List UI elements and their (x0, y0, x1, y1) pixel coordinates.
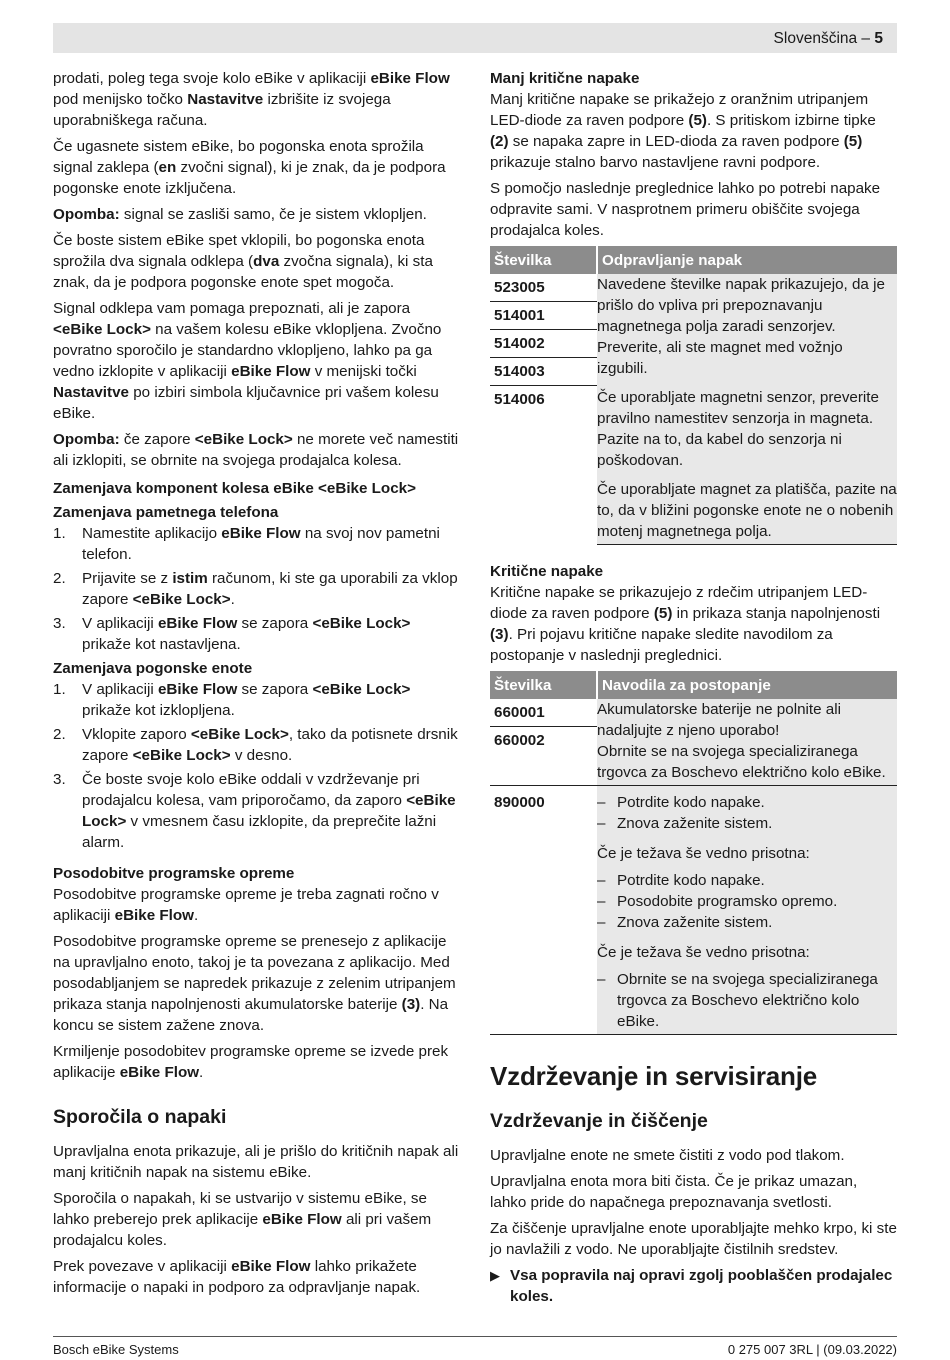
list-item: – Obrnite se na svojega specializiranega trgovca za Boschevo električno kolo eBike. (597, 971, 878, 1030)
error-code: 890000 (494, 794, 545, 811)
subheading-replace-drive: Zamenjava pogonske enote (53, 660, 253, 677)
error-code: 514003 (490, 358, 597, 386)
repair-notice (490, 1265, 897, 1307)
triangle-right-icon: ▶ (490, 1268, 500, 1283)
error-codes-cell (490, 699, 597, 786)
instructions-cell (597, 699, 897, 786)
dash-list (597, 870, 897, 933)
footer-company: Bosch eBike Systems (53, 1342, 179, 1357)
fix-text: Če uporabljate magnetni senzor, preverite pravilno namestitev senzorja in magneta. Pazite na to, da kabel do senzorja ni poškodovan. (597, 389, 879, 469)
heading-maintenance: Vzdrževanje in servisiranje (490, 1061, 817, 1091)
paragraph-update-manual: Posodobitve programske opreme je treba zagnati ročno v aplikaciji eBike Flow. (53, 886, 439, 924)
table-row (490, 274, 897, 545)
paragraph-table-intro: S pomočjo naslednje preglednice lahko po potrebi napake odpravite sami. V nasprotnem primeru obiščite svojega prodajalca koles. (490, 180, 881, 239)
paragraph-lock-signal: Če ugasnete sistem eBike, bo pogonska enota sprožila signal zaklepa (en zvočni signal), ki je znak, da je podpora pogonske enote izključena. (53, 138, 446, 197)
table-header-number: Številka (490, 246, 597, 274)
subheading-software-updates: Posodobitve programske opreme (53, 865, 295, 882)
paragraph-unlock-signal-help: Signal odklepa vam pomaga prepoznati, ali je zapora <eBike Lock> na vašem kolesu eBike vklopljena. Zvočno povratno sporočilo je standardno vklopljeno, lahko pa ga vedno izklopite v aplikaciji eBike Flow v menijski točki Nastavitve po izbiri simbola ključavnice pri vašem kolesu eBike. (53, 300, 442, 422)
paragraph-clean-cloth: Za čiščenje upravljalne enote uporabljajte mehko krpo, ki ste jo navlažili z vodo. Ne uporabljajte čistilnih sredstev. (490, 1220, 897, 1258)
paragraph-minor-errors: Manj kritične napake se prikažejo z oranžnim utripanjem LED-diode za raven podpore (5). S pritiskom izbirne tipke (2) se napaka zapre in LED-dioda za raven podpore (5) prikazuje stalno barvo nastavljene ravni podpore. (490, 91, 876, 171)
header-language: Slovenščina – (773, 30, 871, 47)
list-item: 3. V aplikaciji eBike Flow se zapora <eBike Lock> prikaže kot nastavljena. (53, 615, 411, 653)
paragraph-errors-intro: Upravljalna enota prikazuje, ali je prišlo do kritičnih napak ali manj kritičnih napak na sistemu eBike. (53, 1143, 459, 1181)
subheading-replace-components: Zamenjava komponent kolesa eBike <eBike Lock> (53, 480, 416, 497)
error-code: 514002 (490, 330, 597, 358)
table-header-instructions: Navodila za postopanje (597, 671, 897, 699)
instruction-text: Akumulatorske baterije ne polnite ali nadaljujte z njeno uporabo! (597, 701, 841, 739)
error-code: 660002 (494, 732, 545, 749)
error-codes-cell (490, 274, 597, 545)
paragraph-errors-link: Prek povezave v aplikaciji eBike Flow lahko prikažete informacije o napaki in podporo za odpravljanje napak. (53, 1258, 421, 1296)
error-code: 660001 (490, 699, 597, 727)
repair-notice-text: Vsa popravila naj opravi zgolj pooblaščen prodajalec koles. (510, 1267, 893, 1305)
footer-doc-number: 0 275 007 3RL | (09.03.2022) (727, 1342, 897, 1357)
drive-steps-list (53, 679, 459, 853)
heading-cleaning: Vzdrževanje in čiščenje (490, 1110, 708, 1132)
footer-divider (53, 1336, 897, 1337)
left-column (53, 68, 459, 1303)
list-item: – Posodobite programsko opremo. (597, 893, 838, 910)
paragraph-update-transfer: Posodobitve programske opreme se prenesejo z aplikacije na upravljalno enoto, takoj je ta povezana z aplikacijo. Med posodabljanjem se napredek prikazuje z zelenim utripanjem prikaza stanja napolnjenosti akumulatorske baterije (3). Na koncu se sistem zažene znova. (53, 933, 456, 1034)
page-header (774, 28, 883, 49)
page-header-bar (53, 23, 897, 53)
table-row (490, 699, 897, 786)
note-signal: Opomba: signal se zasliši samo, če je sistem vklopljen. (53, 206, 427, 223)
paragraph-clean-pressure: Upravljalne enote ne smete čistiti z vodo pod tlakom. (490, 1147, 845, 1164)
table-row (490, 786, 897, 1035)
paragraph-critical-errors: Kritične napake se prikazujejo z rdečim utripanjem LED-diode za raven podpore (5) in prikaza stanja napolnjenosti (3). Pri pojavu kritične napake sledite navodilom za postopanje v naslednji preglednici. (490, 584, 881, 664)
fix-text: Navedene številke napak prikazujejo, da je prišlo do vpliva pri prepoznavanju magnetnega polja zaradi senzorjev. Preverite, ali ste magnet med vožnjo izgubili. (597, 276, 885, 377)
subheading-replace-phone: Zamenjava pametnega telefona (53, 504, 279, 521)
paragraph-clean-display: Upravljalna enota mora biti čista. Če je prikaz umazan, lahko pride do napačnega prepoznavanja svetlosti. (490, 1173, 858, 1211)
heading-error-messages: Sporočila o napaki (53, 1106, 227, 1128)
table-header-number: Številka (490, 671, 597, 699)
list-item: 2. Vklopite zaporo <eBike Lock>, tako da potisnete drsnik zapore <eBike Lock> v desno. (53, 726, 458, 764)
error-code: 514001 (490, 302, 597, 330)
list-item: – Potrdite kodo napake. (597, 872, 765, 889)
still-present-text: Če je težava še vedno prisotna: (597, 944, 810, 961)
subheading-critical-errors: Kritične napake (490, 563, 604, 580)
phone-steps-list (53, 523, 459, 655)
page-number: 5 (874, 30, 883, 47)
fix-text: Če uporabljate magnet za platišča, pazite na to, da v bližini pogonske enote ne o nobenih motenj magnetnega polja. (597, 481, 897, 540)
table-header-fix: Odpravljanje napak (597, 246, 897, 274)
still-present-text: Če je težava še vedno prisotna: (597, 845, 810, 862)
error-fix-cell (597, 274, 897, 545)
list-item: 3. Če boste svoje kolo eBike oddali v vzdrževanje pri prodajalcu kolesa, vam priporočamo, da zaporo <eBike Lock> v vmesnem času izklopite, da preprečite lažni alarm. (53, 771, 456, 851)
instructions-cell (597, 786, 897, 1035)
dash-list (597, 792, 897, 834)
instruction-text: Obrnite se na svojega specializiranega trgovca za Boschevo električno kolo eBike. (597, 743, 886, 781)
paragraph-update-control: Krmiljenje posodobitev programske opreme se izvede prek aplikacije eBike Flow. (53, 1043, 449, 1081)
minor-errors-table (490, 246, 897, 545)
list-item: 1. Namestite aplikacijo eBike Flow na svoj nov pametni telefon. (53, 525, 440, 563)
error-code: 523005 (490, 274, 597, 302)
list-item: – Znova zaženite sistem. (597, 815, 773, 832)
paragraph-delete-account: prodati, poleg tega svoje kolo eBike v aplikaciji eBike Flow pod menijsko točko Nastavitve izbrišite iz svojega uporabniškega računa. (53, 70, 450, 129)
list-item: – Potrdite kodo napake. (597, 794, 765, 811)
error-codes-cell (490, 786, 597, 1035)
list-item: 2. Prijavite se z istim računom, ki ste ga uporabili za vklop zapore <eBike Lock>. (53, 570, 458, 608)
right-column (490, 68, 897, 1307)
subheading-minor-errors: Manj kritične napake (490, 70, 640, 87)
list-item: 1. V aplikaciji eBike Flow se zapora <eBike Lock> prikaže kot izklopljena. (53, 681, 411, 719)
error-code: 514006 (494, 391, 545, 408)
note-dealer: Opomba: če zapore <eBike Lock> ne morete več namestiti ali izklopiti, se obrnite na svojega prodajalca kolesa. (53, 431, 459, 469)
paragraph-errors-read: Sporočila o napakah, ki se ustvarijo v sistemu eBike, se lahko preberejo prek aplikacije eBike Flow ali pri vašem prodajalcu koles. (53, 1190, 432, 1249)
dash-list (597, 969, 897, 1032)
paragraph-unlock-signal: Če boste sistem eBike spet vklopili, bo pogonska enota sprožila dva signala odklepa (dva zvočna signala), ki sta znak, da je podpora pogonske enote spet mogoča. (53, 232, 433, 291)
list-item: – Znova zaženite sistem. (597, 914, 773, 931)
critical-errors-table (490, 671, 897, 1035)
